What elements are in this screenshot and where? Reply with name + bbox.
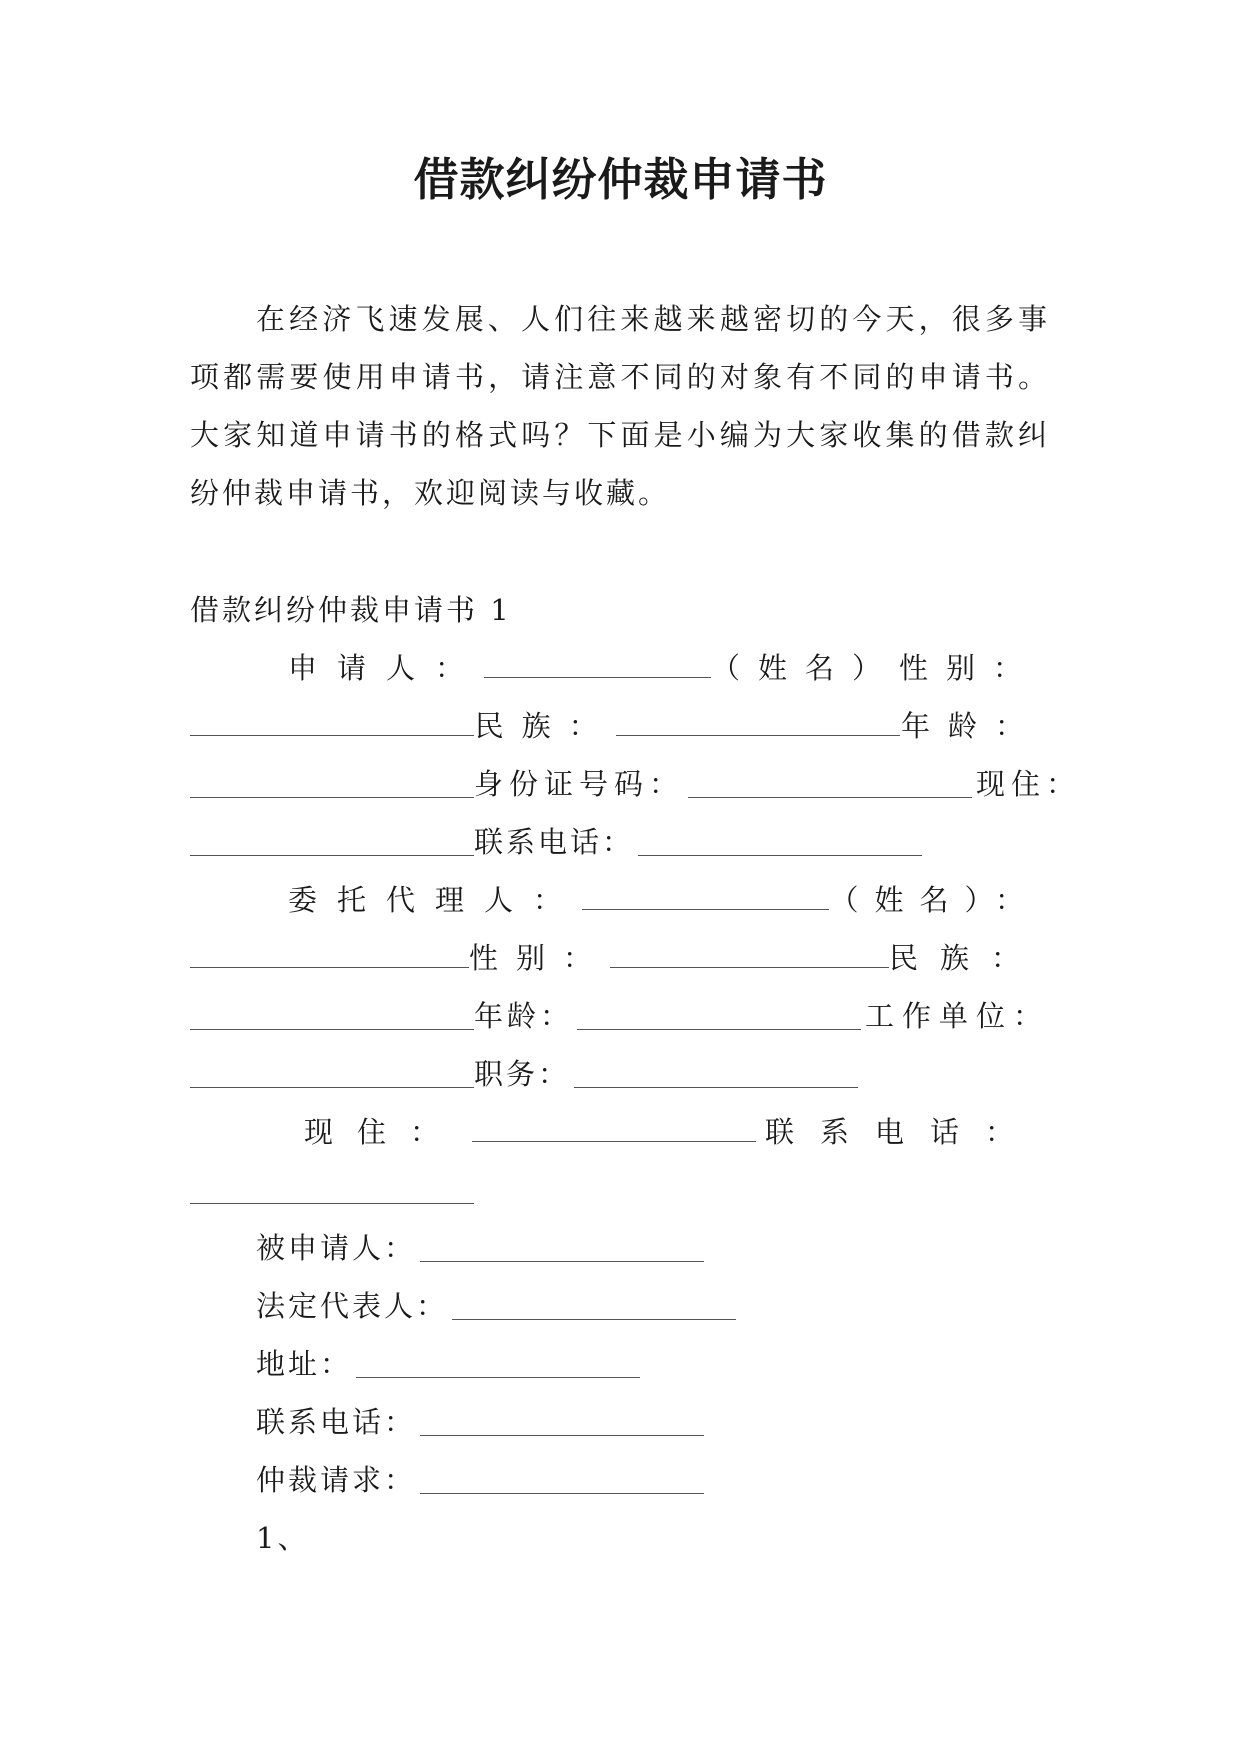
agent-gender-label: 性别： (468, 941, 610, 975)
agent-phone-label: 联系电话： (764, 1115, 1040, 1149)
applicant-residence-label: 现住： (976, 767, 1082, 801)
respondent-line (256, 1219, 1126, 1277)
agent-line-4 (190, 1045, 1060, 1103)
applicant-phone-field[interactable] (638, 825, 922, 856)
agent-line-6 (190, 1161, 1060, 1219)
applicant-age-field[interactable] (190, 767, 474, 798)
agent-gender-field[interactable] (610, 937, 889, 968)
address-field[interactable] (356, 1347, 640, 1378)
legal-rep-label: 法定代表人： (256, 1289, 449, 1323)
applicant-residence-field[interactable] (190, 825, 474, 856)
applicant-ethnicity-label: 民族： (474, 709, 616, 743)
agent-name-hint: （姓名）： (829, 883, 1040, 917)
agent-phone-field[interactable] (190, 1173, 474, 1204)
section-heading: 借款纠纷仲裁申请书 1 (190, 593, 512, 627)
agent-residence-label: 现住： (304, 1115, 464, 1149)
claims-field[interactable] (420, 1463, 704, 1494)
address-line (256, 1335, 1126, 1393)
claims-line (256, 1451, 1126, 1509)
applicant-name-hint: （姓名） (710, 651, 899, 685)
legal-rep-line (256, 1277, 1126, 1335)
document-title: 借款纠纷仲裁申请书 (413, 153, 828, 206)
applicant-age-label: 年龄： (900, 709, 1042, 743)
applicant-id-label: 身份证号码： (474, 767, 685, 801)
agent-name-value-field[interactable] (190, 937, 469, 968)
agent-ethnicity-field[interactable] (190, 999, 474, 1030)
applicant-line-2 (190, 697, 1042, 755)
agent-line-3 (190, 987, 1060, 1045)
intro-paragraph: 在经济飞速发展、人们往来越来越密切的今天，很多事项都需要使用申请书，请注意不同的对象有不同的申请书。大家知道申请书的格式吗？下面是小编为大家收集的借款纠纷仲裁申请书，欢迎阅读与收藏。 (190, 302, 1050, 510)
agent-line-2 (190, 929, 1042, 987)
agent-name-field[interactable] (582, 879, 829, 910)
agent-employer-label: 工作单位： (865, 999, 1051, 1033)
respondent-phone-line (256, 1393, 1126, 1451)
applicant-name-field[interactable] (484, 647, 711, 678)
agent-age-field[interactable] (577, 999, 861, 1030)
agent-label: 委托代理人： (288, 883, 583, 917)
agent-line-5 (304, 1103, 1040, 1161)
agent-line-1 (288, 871, 1040, 929)
applicant-label: 申请人： (288, 651, 485, 685)
applicant-gender-label: 性别： (898, 651, 1040, 685)
applicant-line-1 (288, 639, 1040, 697)
address-label: 地址： (256, 1347, 353, 1381)
agent-ethnicity-label: 民族： (888, 941, 1042, 975)
respondent-phone-label: 联系电话： (256, 1405, 417, 1439)
applicant-id-field[interactable] (688, 767, 972, 798)
agent-position-label: 职务： (474, 1057, 571, 1091)
legal-rep-field[interactable] (452, 1289, 736, 1320)
applicant-line-4 (190, 813, 1060, 871)
applicant-line-3 (190, 755, 1082, 813)
respondent-label: 被申请人： (256, 1231, 417, 1265)
applicant-gender-field[interactable] (190, 705, 474, 736)
respondent-field[interactable] (420, 1231, 704, 1262)
respondent-phone-field[interactable] (420, 1405, 704, 1436)
claims-label: 仲裁请求： (256, 1463, 417, 1497)
agent-employer-field[interactable] (190, 1057, 474, 1088)
agent-age-label: 年龄： (474, 999, 574, 1033)
applicant-ethnicity-field[interactable] (616, 705, 900, 736)
agent-residence-field[interactable] (472, 1111, 756, 1142)
claim-item-1: 1、 (256, 1521, 310, 1555)
agent-position-field[interactable] (574, 1057, 858, 1088)
applicant-phone-label: 联系电话： (474, 825, 635, 859)
